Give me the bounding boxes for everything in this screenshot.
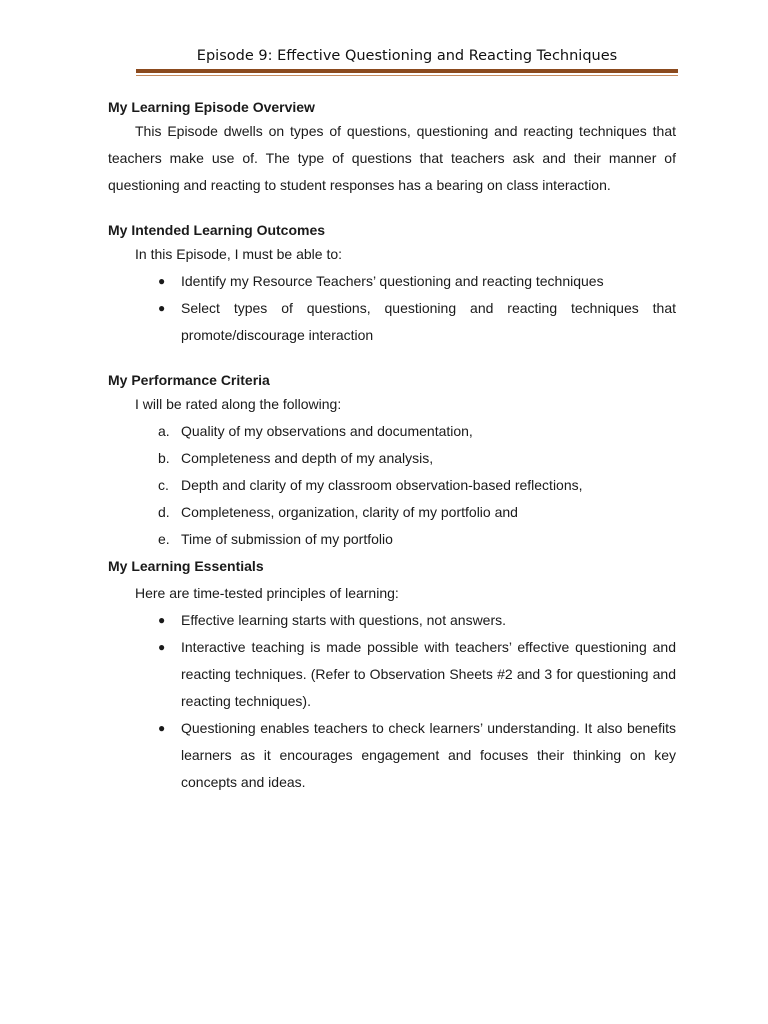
- bullet-dot-icon: ●: [158, 721, 166, 735]
- bullet-dot-icon: ●: [158, 301, 166, 315]
- list-item-text: Questioning enables teachers to check learners’ understanding. It also benefits learners as it encourages engagement and focuses their thinking on key concepts and ideas.: [181, 720, 676, 790]
- section-heading-overview: My Learning Episode Overview: [108, 99, 315, 115]
- bullet-dot-icon: ●: [158, 613, 166, 627]
- essentials-intro: Here are time-tested principles of learning:: [135, 585, 399, 601]
- bullet-dot-icon: ●: [158, 640, 166, 654]
- overview-paragraph: This Episode dwells on types of questions, questioning and reacting techniques that teachers make use of. The type of questions that teachers ask and their manner of questioning and reacting to student responses has a bearing on class interaction.: [108, 123, 676, 193]
- section-heading-essentials: My Learning Essentials: [108, 558, 264, 574]
- header-rule: [136, 69, 678, 73]
- page-header-title: Episode 9: Effective Questioning and Reacting Techniques: [196, 48, 618, 64]
- essentials-list: [108, 607, 676, 796]
- list-item: [108, 526, 676, 553]
- outcomes-intro: In this Episode, I must be able to:: [135, 246, 343, 262]
- list-item: [108, 499, 676, 526]
- section-criteria: [108, 369, 676, 553]
- bullet-dot-icon: ●: [158, 274, 166, 288]
- list-item-text: Effective learning starts with questions, not answers.: [181, 612, 507, 628]
- list-item: [108, 268, 676, 295]
- list-item-text: Time of submission of my portfolio: [181, 531, 393, 547]
- list-item-text: Identify my Resource Teachers’ questioning and reacting techniques: [181, 273, 604, 289]
- list-marker: e.: [158, 531, 170, 547]
- list-item-text: Select types of questions, questioning and reacting techniques that promote/discourage interaction: [181, 300, 676, 343]
- criteria-intro: I will be rated along the following:: [135, 396, 342, 412]
- list-item: [108, 715, 676, 796]
- list-item: [108, 295, 676, 349]
- list-item-text: Completeness and depth of my analysis,: [181, 450, 434, 466]
- list-item: [108, 634, 676, 715]
- list-marker: a.: [158, 423, 170, 439]
- list-item: [108, 418, 676, 445]
- section-heading-criteria: My Performance Criteria: [108, 372, 270, 388]
- outcomes-list: [108, 268, 676, 349]
- list-item: [108, 472, 676, 499]
- list-marker: d.: [158, 504, 170, 520]
- list-item-text: Completeness, organization, clarity of my portfolio and: [181, 504, 518, 520]
- list-item-text: Quality of my observations and documentation,: [181, 423, 473, 439]
- section-overview: [108, 96, 676, 199]
- section-essentials: [108, 553, 676, 796]
- document-body: [108, 96, 676, 796]
- section-heading-outcomes: My Intended Learning Outcomes: [108, 222, 326, 238]
- criteria-list: [108, 418, 676, 553]
- header-rule-thin: [136, 75, 678, 76]
- list-marker: c.: [158, 477, 169, 493]
- list-item-text: Depth and clarity of my classroom observation-based reflections,: [181, 477, 583, 493]
- list-marker: b.: [158, 450, 170, 466]
- list-item: [108, 607, 676, 634]
- list-item: [108, 445, 676, 472]
- section-outcomes: [108, 219, 676, 349]
- list-item-text: Interactive teaching is made possible with teachers’ effective questioning and reacting techniques. (Refer to Observation Sheets #2 and 3 for questioning and reacting techniques).: [181, 639, 676, 709]
